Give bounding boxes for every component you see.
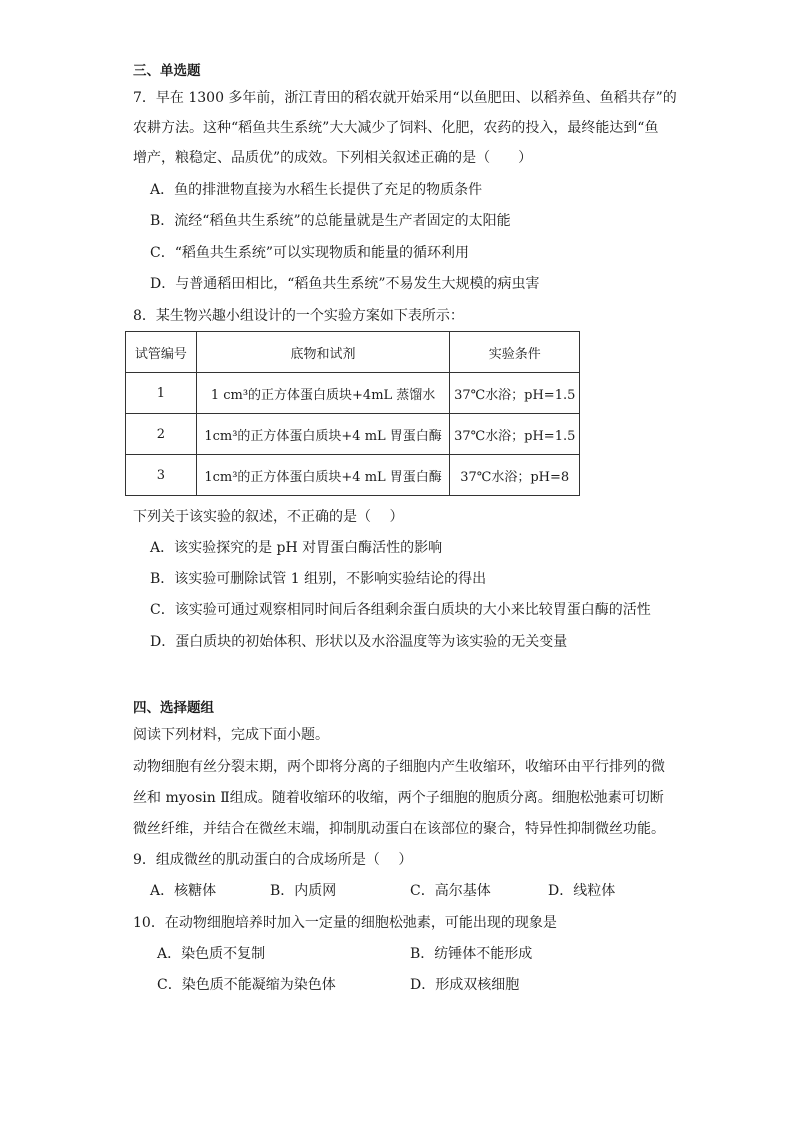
question-7-option-b: B．流经“稻鱼共生系统”的总能量就是生产者固定的太阳能: [150, 213, 511, 229]
question-8-option-a: A．该实验探究的是 pH 对胃蛋白酶活性的影响: [150, 540, 443, 556]
question-10-option-c: C．染色质不能凝缩为染色体: [157, 977, 336, 993]
table-cell: 1cm³的正方体蛋白质块+4 mL 胃蛋白酶: [196, 455, 450, 496]
question-7-line-2: 农耕方法。这种“稻鱼共生系统”大大减少了饲料、化肥，农药的投入，最终能达到“鱼: [133, 120, 659, 136]
question-9-option-b: B．内质网: [270, 883, 337, 899]
table-row: [126, 373, 580, 414]
table-cell: 37℃水浴；pH=1.5: [450, 414, 580, 455]
material-line-2: 丝和 myosin Ⅱ组成。随着收缩环的收缩，两个子细胞的胞质分离。细胞松弛素可切断: [133, 790, 664, 806]
material-line-3: 微丝纤维，并结合在微丝末端，抑制肌动蛋白在该部位的聚合，特异性抑制微丝功能。: [133, 821, 665, 837]
table-cell: 1: [126, 373, 197, 414]
material-line-1: 动物细胞有丝分裂末期，两个即将分离的子细胞内产生收缩环，收缩环由平行排列的微: [133, 759, 665, 775]
question-9-option-d: D．线粒体: [548, 883, 616, 899]
question-7-option-d: D．与普通稻田相比，“稻鱼共生系统”不易发生大规模的病虫害: [150, 276, 540, 292]
table-cell: 1 cm³的正方体蛋白质块+4mL 蒸馏水: [196, 373, 450, 414]
table-cell: 3: [126, 455, 197, 496]
question-10-option-d: D．形成双核细胞: [410, 977, 520, 993]
table-row: [126, 455, 580, 496]
header-tube-number: 试管编号: [126, 332, 197, 373]
table-cell: 2: [126, 414, 197, 455]
table-row: [126, 414, 580, 455]
question-9-option-c: C．高尔基体: [410, 883, 491, 899]
section-3-heading: 三、单选题: [133, 63, 201, 79]
question-10-stem: 10．在动物细胞培养时加入一定量的细胞松弛素，可能出现的现象是: [133, 915, 557, 931]
question-9-option-a: A．核糖体: [150, 883, 217, 899]
question-8-stem: 8．某生物兴趣小组设计的一个实验方案如下表所示：: [133, 308, 464, 324]
question-8-option-b: B．该实验可删除试管 1 组别，不影响实验结论的得出: [150, 571, 487, 587]
question-10-option-a: A．染色质不复制: [157, 946, 266, 962]
header-conditions: 实验条件: [450, 332, 580, 373]
question-8-option-c: C．该实验可通过观察相同时间后各组剩余蛋白质块的大小来比较胃蛋白酶的活性: [150, 602, 651, 618]
table-cell: 1cm³的正方体蛋白质块+4 mL 胃蛋白酶: [196, 414, 450, 455]
table-cell: 37℃水浴；pH=8: [450, 455, 580, 496]
material-intro: 阅读下列材料，完成下面小题。: [133, 727, 329, 743]
question-7-line-3: 增产，粮稳定、品质优”的成效。下列相关叙述正确的是（ ）: [133, 150, 533, 166]
section-4-heading: 四、选择题组: [133, 700, 214, 716]
header-substrate-reagent: 底物和试剂: [196, 332, 450, 373]
question-7-option-c: C．“稻鱼共生系统”可以实现物质和能量的循环利用: [150, 245, 470, 261]
question-7-option-a: A．鱼的排泄物直接为水稻生长提供了充足的物质条件: [150, 182, 483, 198]
experiment-table: [125, 331, 580, 496]
question-7-line-1: 7．早在 1300 多年前，浙江青田的稻农就开始采用“以鱼肥田、以稻养鱼、鱼稻共存”的: [133, 90, 677, 106]
question-10-option-b: B．纺锤体不能形成: [410, 946, 533, 962]
table-cell: 37℃水浴；pH=1.5: [450, 373, 580, 414]
question-8-question: 下列关于该实验的叙述，不正确的是（ ）: [133, 509, 404, 525]
table-header-row: [126, 332, 580, 373]
question-8-option-d: D．蛋白质块的初始体积、形状以及水浴温度等为该实验的无关变量: [150, 634, 568, 650]
question-9-stem: 9．组成微丝的肌动蛋白的合成场所是（ ）: [133, 852, 413, 868]
